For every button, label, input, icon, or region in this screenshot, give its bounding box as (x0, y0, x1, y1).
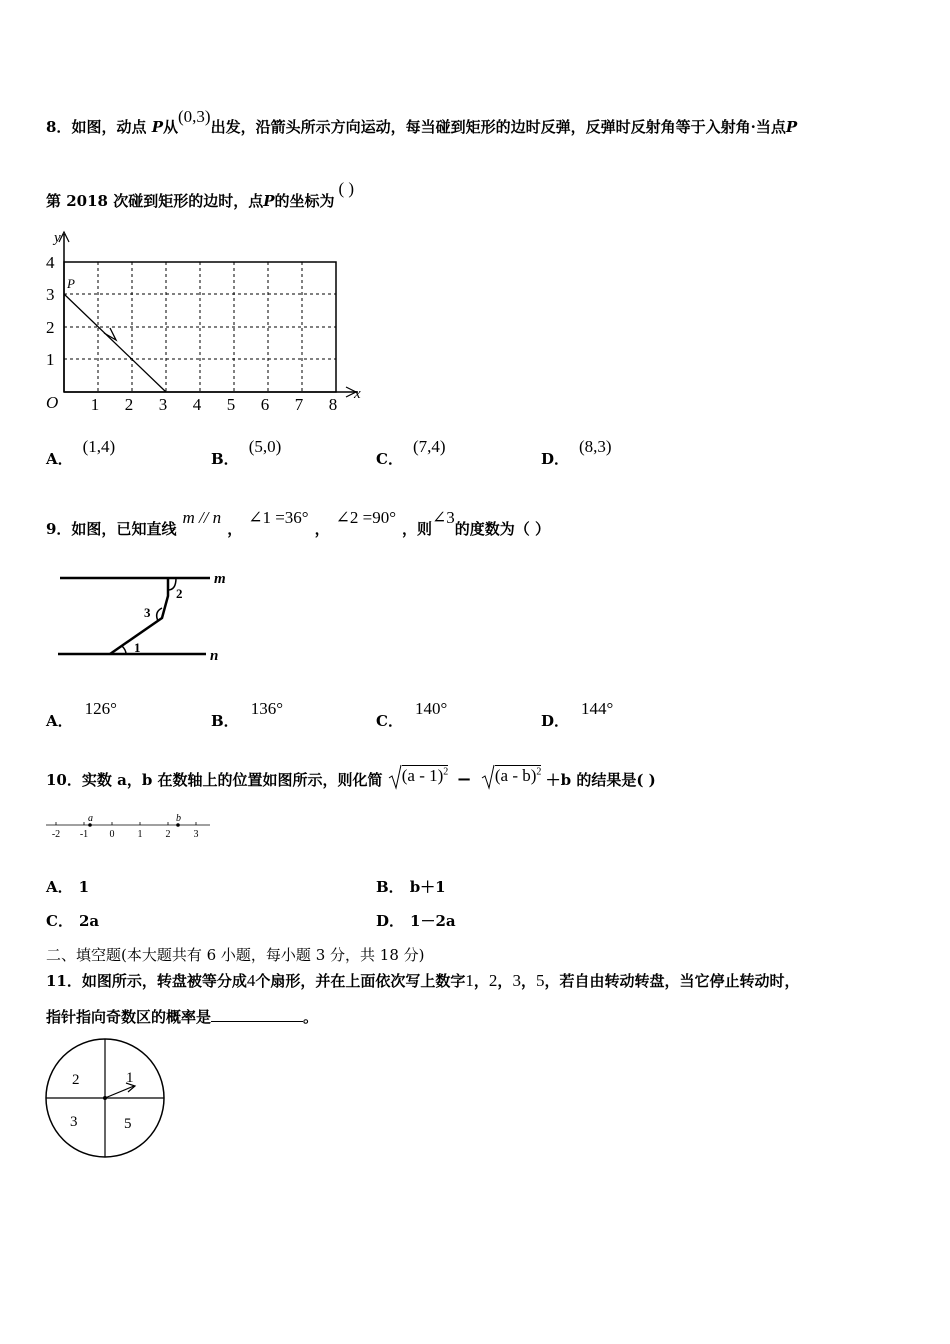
q10-radical-1: (a - 1)$^2$ (388, 766, 453, 785)
q11-answer-blank[interactable] (211, 1007, 303, 1022)
label-n: n (210, 648, 219, 664)
q11-line2: 指针指向奇数区的概率是 。 (46, 1008, 319, 1026)
svg-text:-1: -1 (79, 829, 89, 840)
svg-text:1: 1 (46, 350, 55, 369)
svg-text:2: 2 (165, 829, 171, 840)
q11-spinner (42, 1038, 168, 1164)
q8-y-ticks (46, 253, 55, 369)
q8-motion-line (64, 294, 166, 392)
q8-number: 8． (46, 118, 72, 136)
svg-text:8: 8 (328, 395, 338, 414)
label-b: b (176, 813, 181, 824)
q10-number-line (44, 810, 214, 840)
q9-stem: 9．如图，已知直线m // n，∠1 =36°，∠2 =90°，则∠3的度数为（ ） (46, 508, 550, 538)
q8-option-b[interactable]: B．(5,0) (211, 437, 282, 468)
q8-x-ticks (91, 395, 338, 414)
svg-text:4: 4 (46, 253, 55, 272)
pointer (105, 1086, 134, 1098)
sector-2: 2 (72, 1072, 80, 1088)
q8-answer-blank: ( ) (338, 179, 355, 198)
q10-radical-2: (a - b)$^2$ (481, 766, 546, 785)
svg-text:2: 2 (46, 318, 55, 337)
sector-3: 3 (70, 1114, 78, 1130)
svg-text:4: 4 (192, 395, 202, 414)
spinner-center (103, 1096, 107, 1100)
q8-option-c[interactable]: C．(7,4) (376, 437, 446, 468)
section-title: 二、填空题(本大题共有 6 小题，每小题 3 分，共 18 分) (46, 946, 425, 964)
svg-text:-2: -2 (51, 829, 61, 840)
q9-option-c[interactable]: C．140° (376, 699, 448, 730)
svg-text:2: 2 (124, 395, 134, 414)
svg-text:6: 6 (260, 395, 270, 414)
label-2: 2 (176, 586, 183, 601)
svg-text:1: 1 (90, 395, 100, 414)
svg-text:3: 3 (46, 285, 55, 304)
q10-option-c[interactable]: C． 2a (46, 912, 100, 930)
q8-line1: 8．如图，动点 P从(0,3)出发，沿箭头所示方向运动，每当碰到矩形的边时反弹，反弹时反射角等于入射角·当点P (46, 107, 798, 136)
q10-option-d[interactable]: D． 1－2a (376, 912, 456, 930)
label-3: 3 (144, 605, 151, 620)
q9-option-a[interactable]: A．126° (46, 699, 117, 730)
q8-start-point: (0,3) (177, 107, 211, 126)
q8-origin-label: O (46, 393, 59, 412)
label-a: a (88, 813, 93, 824)
q8-option-d[interactable]: D．(8,3) (541, 437, 612, 468)
svg-text:3: 3 (193, 829, 199, 840)
svg-text:5: 5 (226, 395, 236, 414)
q10-option-b[interactable]: B． b＋1 (376, 878, 446, 896)
q10-stem: 10．实数 a，b 在数轴上的位置如图所示，则化简 (a - 1)$^2$ − (a - b)$^2$ ＋b 的结果是( ) (46, 765, 656, 790)
sector-5: 5 (124, 1116, 132, 1132)
q11-line1: 11．如图所示，转盘被等分成4个扇形，并在上面依次写上数字1，2，3，5，若自由转动转盘，当它停止转动时， (46, 971, 800, 990)
label-1: 1 (134, 640, 141, 655)
sqrt-icon (481, 764, 495, 790)
q8-x-label: x (354, 386, 361, 402)
q8-grid (64, 262, 336, 392)
sector-1: 1 (126, 1070, 134, 1086)
sqrt-icon (388, 764, 402, 790)
q9-figure (50, 566, 250, 666)
svg-text:1: 1 (137, 829, 143, 840)
q8-line2: 第 2018 次碰到矩形的边时，点P的坐标为( ) (46, 179, 355, 210)
label-m: m (214, 571, 226, 587)
q10-option-a[interactable]: A． 1 (46, 878, 90, 896)
svg-text:0: 0 (109, 829, 115, 840)
q9-option-d[interactable]: D．144° (541, 699, 614, 730)
svg-text:3: 3 (158, 395, 168, 414)
svg-text:7: 7 (294, 395, 304, 414)
q8-y-label: y (54, 230, 61, 246)
q9-option-b[interactable]: B．136° (211, 699, 283, 730)
q8-option-a[interactable]: A．(1,4) (46, 437, 116, 468)
q8-graph (40, 228, 370, 418)
q8-p-label: P (67, 276, 75, 291)
